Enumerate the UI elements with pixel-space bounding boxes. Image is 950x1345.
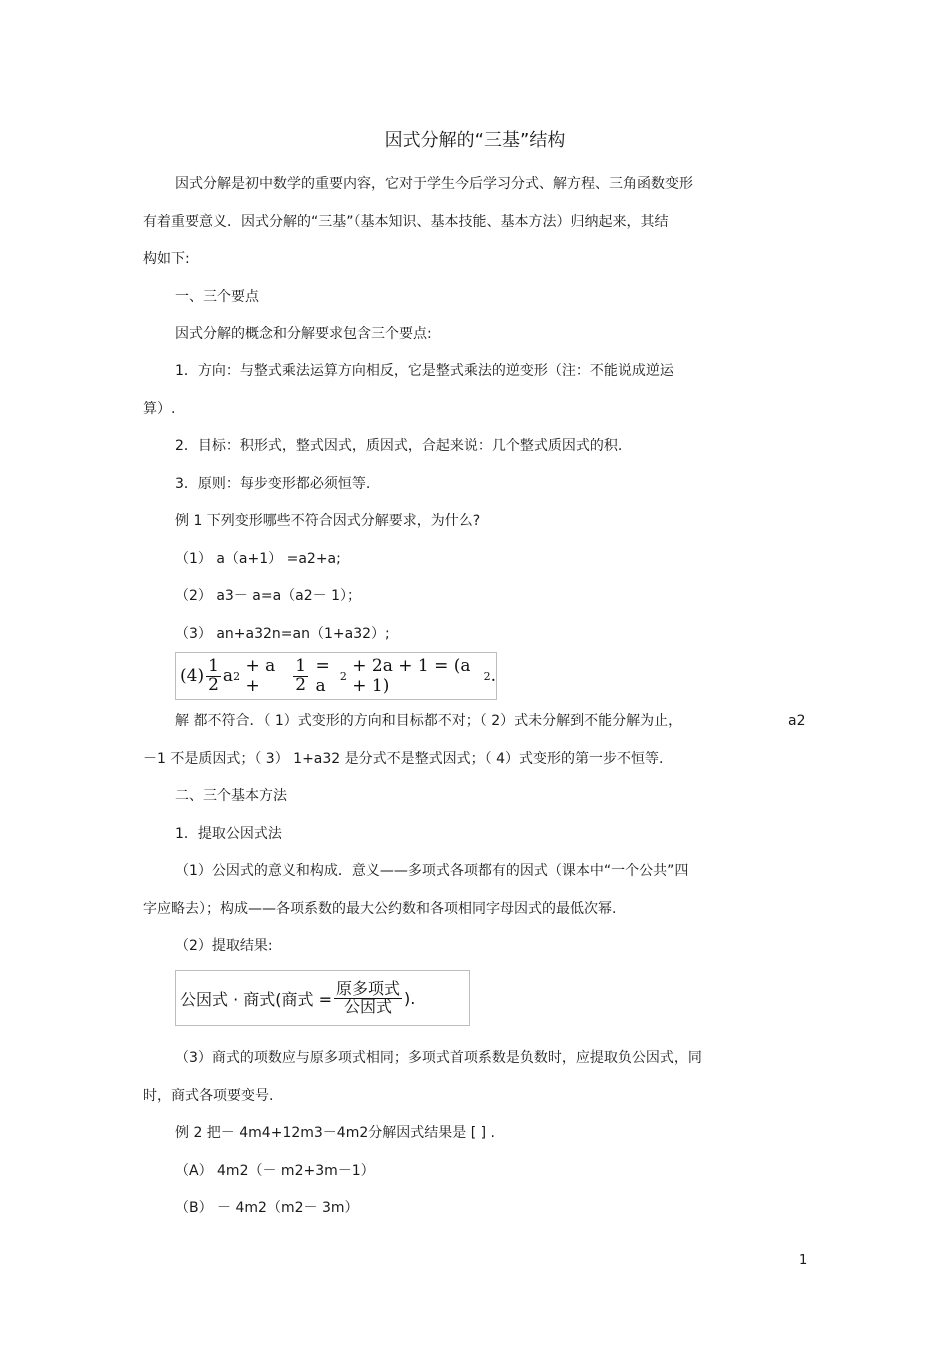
section1-heading: 一、三个要点 — [175, 289, 259, 305]
example2-option-a: （A） 4m2（－ m2+3m－1） — [175, 1163, 375, 1179]
example2-question: 例 2 把－ 4m4+12m3－4m2分解因式结果是 [ ] . — [175, 1125, 495, 1141]
point1-line-1: 1．方向：与整式乘法运算方向相反，它是整式乘法的逆变形（注：不能说成逆运 — [175, 363, 674, 379]
intro-line-2: 有着重要意义．因式分解的“三基”（基本知识、基本技能、基本方法）归纳起来，其结 — [143, 214, 669, 230]
example1-answer-line-1-tail: a2 — [788, 713, 806, 729]
formula-extraction-left: 公因式 · 商式(商式 = — [180, 989, 332, 1009]
section2-heading: 二、三个基本方法 — [175, 788, 287, 804]
example1-question: 例 1 下列变形哪些不符合因式分解要求，为什么? — [175, 513, 481, 529]
formula-term-a: a — [222, 666, 234, 686]
example1-item-3: （3） an+a32n=an（1+a32）; — [175, 626, 390, 642]
point3: 3．原则：每步变形都必须恒等. — [175, 476, 371, 492]
example1-answer-line-1: 解 都不符合．（ 1）式变形的方向和目标都不对；（ 2）式未分解到不能分解为止， — [175, 713, 683, 729]
method1-title: 1．提取公因式法 — [175, 826, 282, 842]
formula-label: (4) — [180, 666, 205, 686]
method1-p3-line-1: （3）商式的项数应与原多项式相同；多项式首项系数是负数时，应提取负公因式，同 — [175, 1050, 702, 1066]
point2: 2．目标：积形式，整式因式，质因式，合起来说：几个整式质因式的积. — [175, 438, 623, 454]
formula-rhs: = a — [315, 656, 330, 696]
formula-extraction — [175, 970, 470, 1026]
example1-answer-line-2: －1 不是质因式；（ 3） 1+a32 是分式不是整式因式；（ 4）式变形的第一步不恒等. — [143, 751, 664, 767]
intro-line-1: 因式分解是初中数学的重要内容，它对于学生今后学习分式、解方程、三角函数变形 — [175, 176, 693, 192]
formula-extraction-end: ). — [404, 988, 416, 1008]
formula-mid: + a + — [245, 656, 276, 696]
method1-p3-line-2: 时，商式各项要变号. — [143, 1088, 274, 1104]
intro-line-3: 构如下: — [143, 251, 190, 267]
point1-line-2: 算）. — [143, 401, 176, 417]
example1-item-1: （1） a（a+1） =a2+a; — [175, 551, 341, 567]
formula-end: . — [490, 666, 497, 686]
formula-item-4: (4) $\frac{1}{2}$ a 2 + a + $\frac{1}{2}$ = a 2 + 2a + 1 = (a + 1) 2 . — [175, 652, 497, 700]
example1-item-2: （2） a3－ a=a（a2－ 1）； — [175, 588, 362, 604]
method1-p1-line-2: 字应略去）；构成——各项系数的最大公约数和各项相同字母因式的最低次幂. — [143, 901, 617, 917]
method1-p2: （2）提取结果: — [175, 938, 273, 954]
formula-tail: + 2a + 1 = (a + 1) — [352, 656, 471, 696]
page-number: 1 — [799, 1253, 808, 1268]
page-title: 因式分解的“三基”结构 — [384, 130, 566, 151]
section1-lead: 因式分解的概念和分解要求包含三个要点: — [175, 326, 432, 342]
fraction-quotient: $\frac{\text{原多项式}}{\text{公因式}}$ — [336, 978, 401, 1016]
example2-option-b: （B） － 4m2（m2－ 3m） — [175, 1200, 359, 1216]
fraction-half-1: $\frac{1}{2}$ — [208, 655, 219, 695]
fraction-half-2: $\frac{1}{2}$ — [295, 655, 307, 695]
method1-p1-line-1: （1）公因式的意义和构成．意义——多项式各项都有的因式（课本中“一个公共”四 — [175, 863, 689, 879]
